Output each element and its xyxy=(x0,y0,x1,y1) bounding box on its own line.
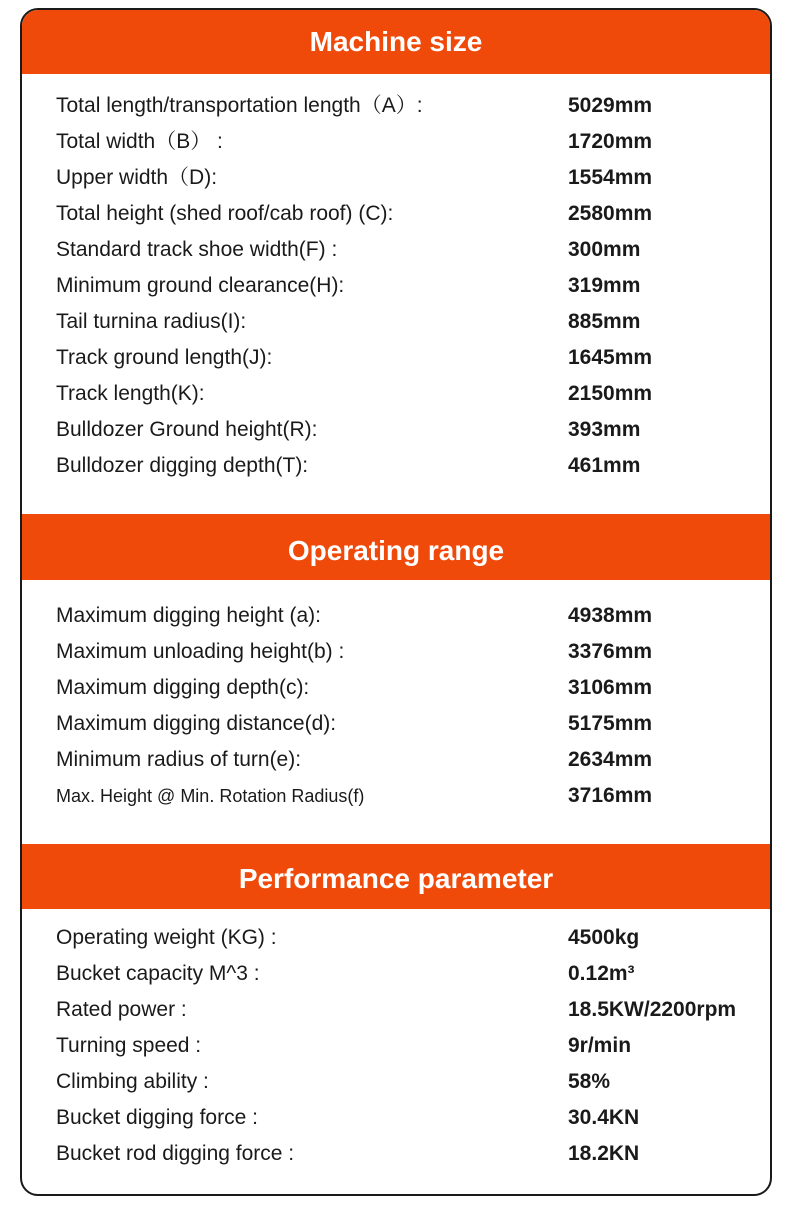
spec-row xyxy=(56,670,770,706)
spec-label: Total width（B） : xyxy=(56,130,223,153)
spec-row xyxy=(56,634,770,670)
spec-card xyxy=(20,8,772,1196)
spec-row xyxy=(56,742,770,778)
operating-range-list xyxy=(56,598,770,814)
spec-value: 2634mm xyxy=(568,748,653,771)
spec-row xyxy=(56,956,770,992)
spec-row xyxy=(56,160,770,196)
spec-value: 30.4KN xyxy=(568,1106,640,1129)
spec-value: 5029mm xyxy=(568,94,653,117)
spec-value: 18.2KN xyxy=(568,1142,640,1165)
spec-value: 9r/min xyxy=(568,1034,632,1057)
spec-label: Maximum digging height (a): xyxy=(56,604,321,627)
spec-row xyxy=(56,268,770,304)
spec-label: Rated power : xyxy=(56,998,187,1021)
spec-row xyxy=(56,412,770,448)
spec-value: 58% xyxy=(568,1070,611,1093)
spec-value: 2150mm xyxy=(568,382,653,405)
spec-value: 0.12m³ xyxy=(568,962,635,985)
spec-row xyxy=(56,376,770,412)
spec-value: 393mm xyxy=(568,418,641,441)
spec-value: 461mm xyxy=(568,454,641,477)
spec-row xyxy=(56,1028,770,1064)
spec-value: 4938mm xyxy=(568,604,653,627)
spec-value: 2580mm xyxy=(568,202,653,225)
spec-label: Bucket rod digging force : xyxy=(56,1142,295,1165)
spec-row xyxy=(56,778,770,814)
section-header-performance-parameter: Performance parameter xyxy=(22,844,770,909)
spec-row xyxy=(56,196,770,232)
spec-row xyxy=(56,992,770,1028)
spec-label: Minimum radius of turn(e): xyxy=(56,748,302,771)
spec-label: Total length/transportation length（A）: xyxy=(56,94,423,117)
machine-size-list xyxy=(56,88,770,484)
spec-row xyxy=(56,598,770,634)
spec-label: Turning speed : xyxy=(56,1034,202,1057)
spec-row xyxy=(56,920,770,956)
spec-label: Maximum unloading height(b) : xyxy=(56,640,345,663)
spec-value: 1645mm xyxy=(568,346,653,369)
spec-row xyxy=(56,448,770,484)
spec-value: 1554mm xyxy=(568,166,653,189)
spec-label: Bucket digging force : xyxy=(56,1106,258,1129)
spec-value: 3106mm xyxy=(568,676,653,699)
spec-label: Maximum digging distance(d): xyxy=(56,712,337,735)
spec-label: Bulldozer digging depth(T): xyxy=(56,454,309,477)
spec-label: Maximum digging depth(c): xyxy=(56,676,310,699)
spec-value: 300mm xyxy=(568,238,641,261)
spec-row xyxy=(56,1064,770,1100)
spec-row xyxy=(56,706,770,742)
spec-label: Tail turnina radius(I): xyxy=(56,310,247,333)
spec-label: Bucket capacity M^3 : xyxy=(56,962,260,985)
spec-value: 4500kg xyxy=(568,926,640,949)
spec-row xyxy=(56,88,770,124)
section-header-machine-size: Machine size xyxy=(22,10,770,74)
spec-value: 319mm xyxy=(568,274,641,297)
spec-row xyxy=(56,232,770,268)
spec-label: Upper width（D): xyxy=(56,166,218,189)
spec-row xyxy=(56,1100,770,1136)
spec-label: Climbing ability : xyxy=(56,1070,209,1093)
spec-label: Track ground length(J): xyxy=(56,346,273,369)
spec-value: 5175mm xyxy=(568,712,653,735)
spec-label: Total height (shed roof/cab roof) (C): xyxy=(56,202,394,225)
spec-label: Max. Height @ Min. Rotation Radius(f) xyxy=(56,786,365,806)
spec-label: Operating weight (KG) : xyxy=(56,926,277,949)
spec-value: 18.5KW/2200rpm xyxy=(568,998,737,1021)
performance-parameter-list xyxy=(56,920,770,1172)
spec-value: 1720mm xyxy=(568,130,653,153)
spec-label: Bulldozer Ground height(R): xyxy=(56,418,318,441)
spec-row xyxy=(56,124,770,160)
spec-row xyxy=(56,340,770,376)
spec-label: Track length(K): xyxy=(56,382,205,405)
spec-row xyxy=(56,304,770,340)
spec-label: Standard track shoe width(F) : xyxy=(56,238,338,261)
spec-label: Minimum ground clearance(H): xyxy=(56,274,345,297)
section-header-operating-range: Operating range xyxy=(22,514,770,580)
spec-value: 885mm xyxy=(568,310,641,333)
spec-row xyxy=(56,1136,770,1172)
spec-value: 3716mm xyxy=(568,784,653,807)
spec-value: 3376mm xyxy=(568,640,653,663)
